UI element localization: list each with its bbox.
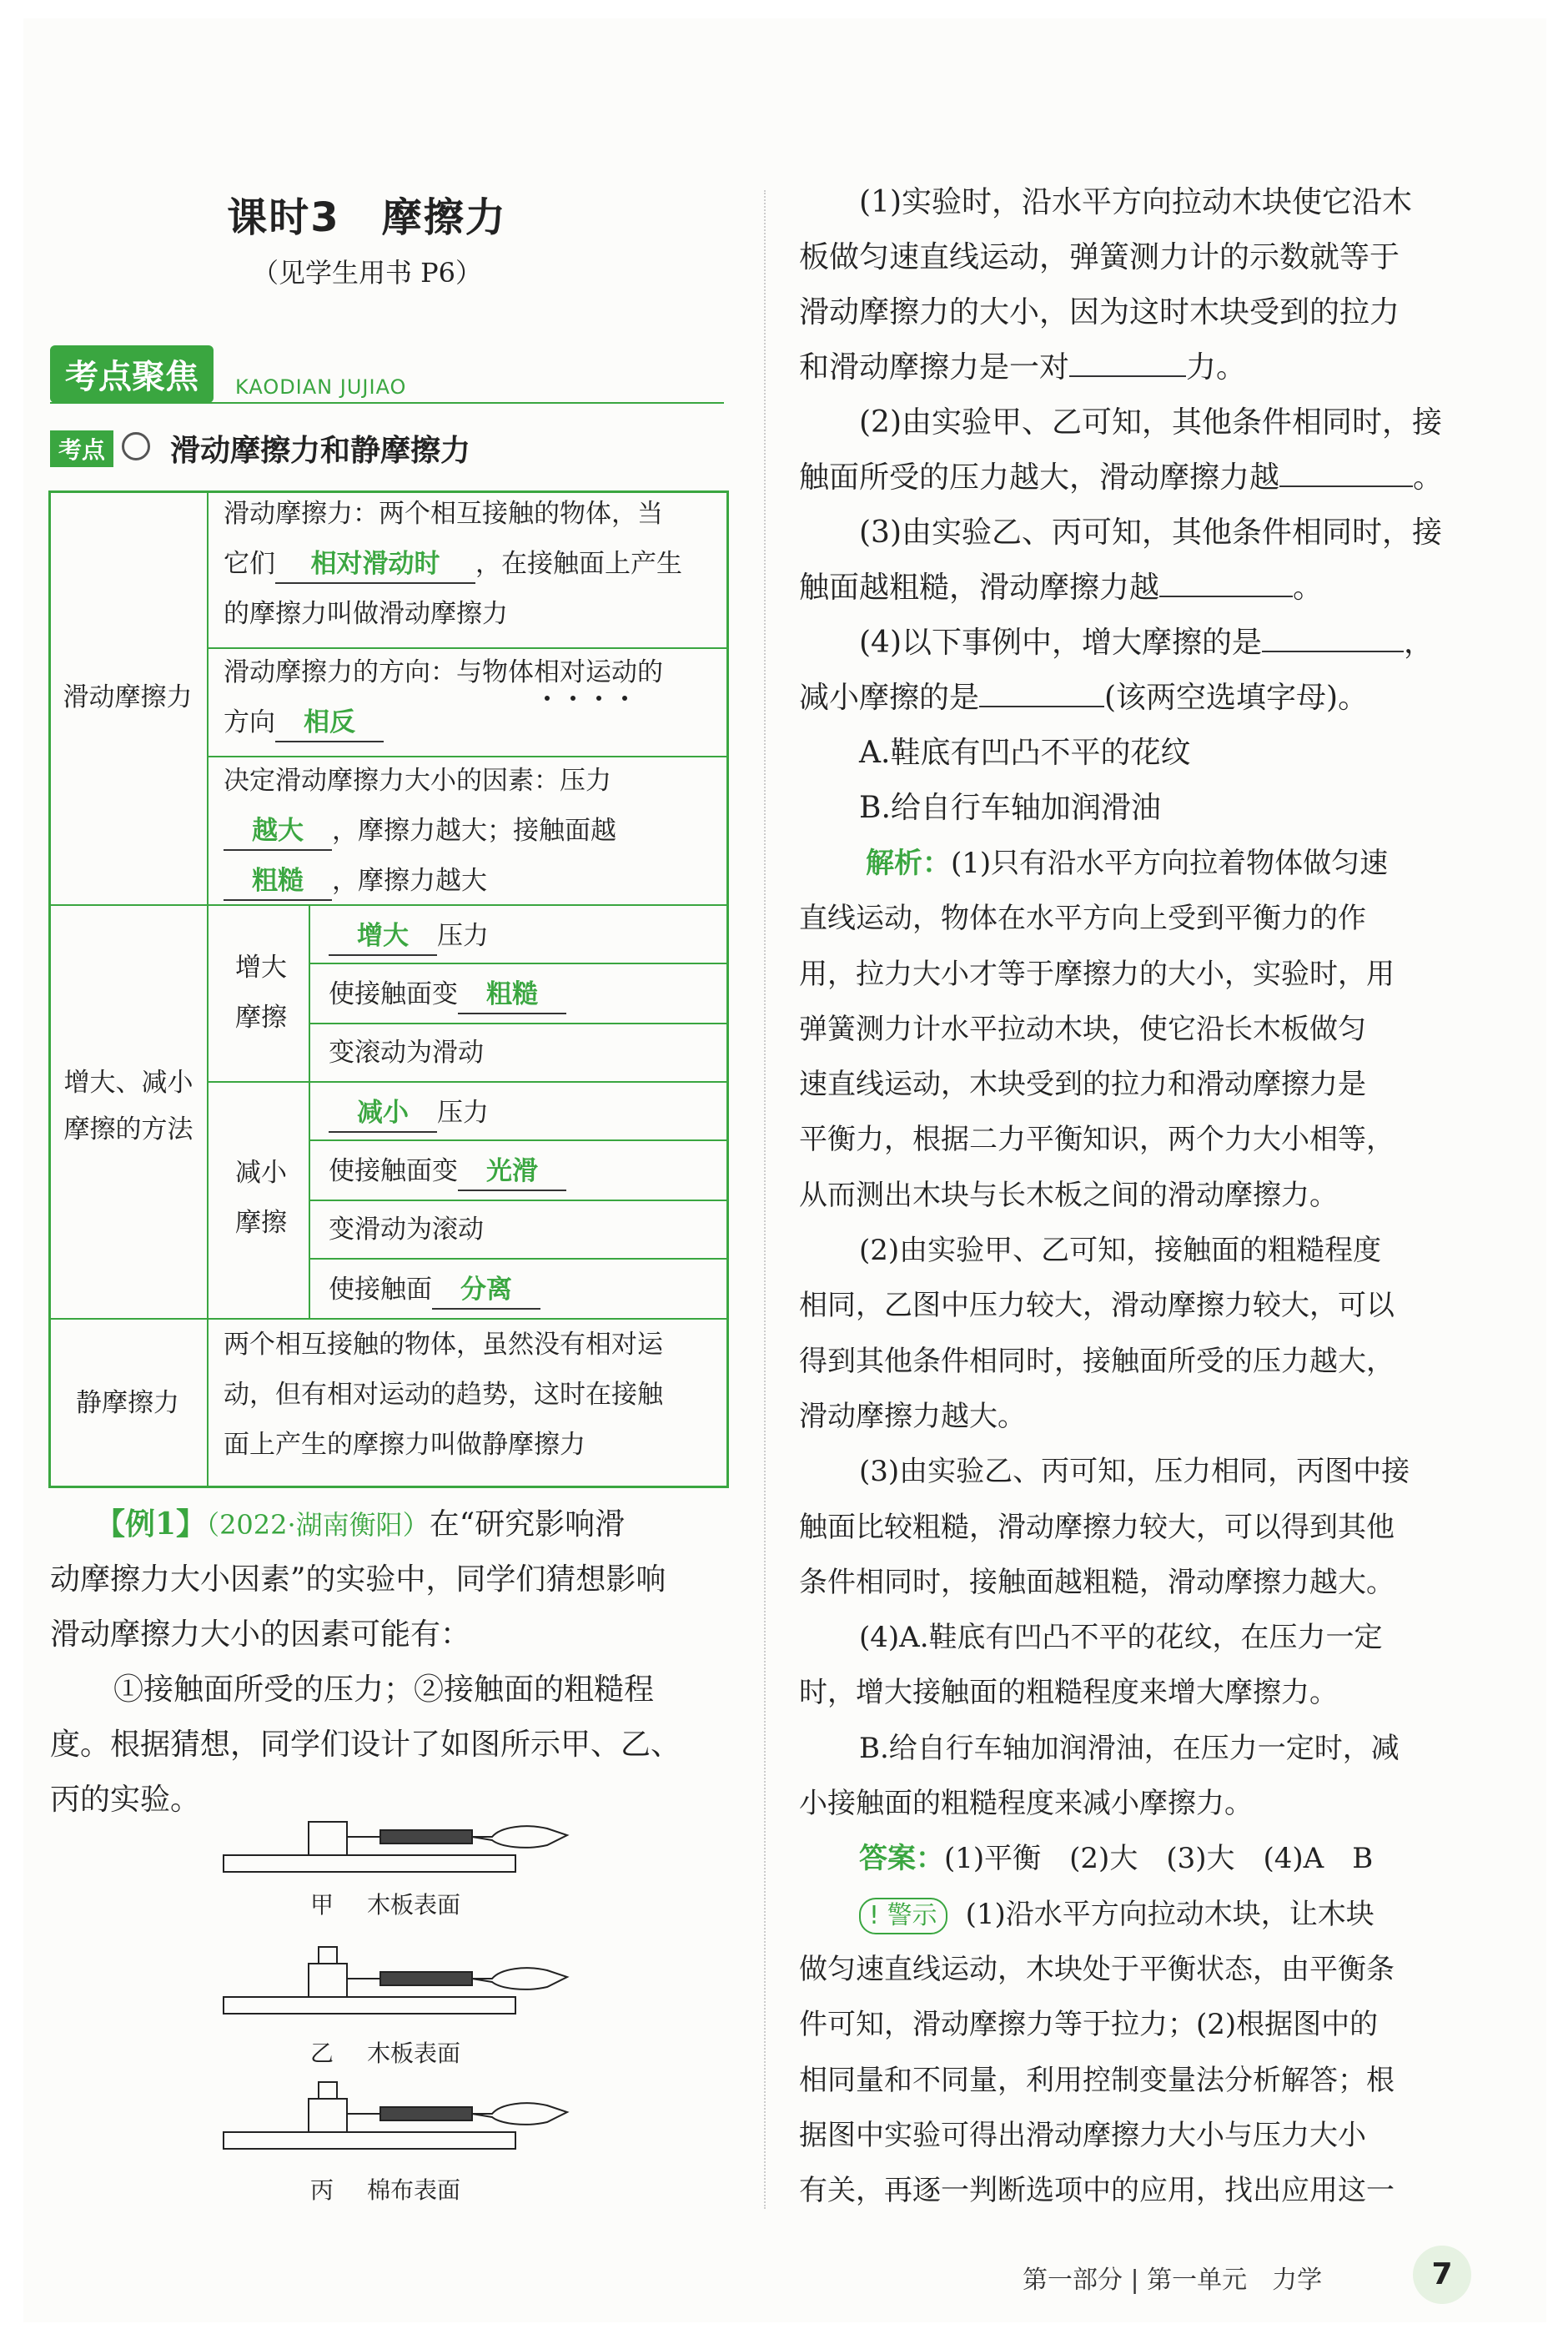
text-line: 度。根据猜想，同学们设计了如图所示甲、乙、: [50, 1728, 681, 1762]
decrease-row-2: [329, 1146, 566, 1196]
answer-blank: 增大: [329, 918, 437, 956]
text-span: ，在接触面上产生: [475, 549, 682, 579]
analysis-label: 解析：: [866, 847, 951, 880]
answer-blank[interactable]: [1159, 596, 1293, 597]
text-span: 压力: [437, 921, 489, 951]
option-a: A.鞋底有凹凸不平的花纹: [859, 736, 1191, 770]
answer-blank[interactable]: [1279, 485, 1413, 487]
page-footer: 第一部分 | 第一单元 力学: [1023, 2266, 1323, 2295]
exclamation-icon: !: [869, 1900, 887, 1930]
text-line: 相同，乙图中压力较大，滑动摩擦力较大，可以: [799, 1289, 1395, 1323]
text-line: 有关，再逐一判断选项中的应用，找出应用这一: [799, 2174, 1395, 2208]
text-line: 滑动摩擦力：两个相互接触的物体，当: [224, 499, 663, 529]
answer-blank: 粗糙: [458, 976, 566, 1014]
figure-yi: [224, 1947, 567, 2014]
cotton-board: [224, 2132, 515, 2149]
answer-blank: 光滑: [458, 1153, 566, 1191]
table-rule: [309, 963, 729, 964]
board: [224, 1855, 515, 1872]
analysis: [799, 836, 1483, 2218]
hand-icon: [472, 1968, 567, 1989]
figure-jia: [224, 1822, 567, 1872]
text-span: 在“研究影响滑: [429, 1507, 626, 1542]
table-rule: [207, 1081, 729, 1083]
text-line: 据图中实验可得出滑动摩擦力大小与压力大小: [799, 2118, 1366, 2152]
text-span: 的: [637, 657, 663, 687]
figure-tag: 丙: [310, 2176, 334, 2204]
wood-block: [309, 2099, 347, 2132]
banner-subtitle: KAODIAN JUJIAO: [235, 375, 407, 399]
decrease-row-1: [329, 1088, 489, 1138]
text-line: [799, 616, 1483, 671]
weight: [319, 2082, 337, 2099]
text-line: 两个相互接触的物体，虽然没有相对运: [224, 1330, 663, 1360]
text-line: 时，增大接触面的粗糙程度来增大摩擦力。: [799, 1676, 1338, 1710]
text-span: 力。: [1186, 350, 1247, 385]
emphasis-char: 相: [534, 647, 560, 697]
text-line: 动摩擦力大小因素”的实验中，同学们猜想影响: [50, 1562, 666, 1597]
circle-icon: [122, 432, 150, 460]
kaodian-title: 滑动摩擦力和静摩擦力: [170, 434, 471, 468]
text-line: (3)由实验乙、丙可知，压力相同，丙图中接: [859, 1455, 1410, 1489]
text-span: 触面越粗糙，滑动摩擦力越: [799, 571, 1160, 605]
answer-blank[interactable]: [979, 706, 1104, 707]
text-line: 决定滑动摩擦力大小的因素：压力: [224, 766, 611, 796]
answer-blank: 相对滑动时: [275, 546, 475, 584]
warning-label: 警示: [887, 1900, 937, 1930]
text-line: 相同量和不同量，利用控制变量法分析解答；根: [799, 2063, 1395, 2097]
text-line: (1)实验时，沿水平方向拉动木块使它沿木: [859, 185, 1412, 219]
text-span: 使接触面变: [329, 979, 458, 1009]
wood-block: [309, 1822, 347, 1855]
board: [224, 1997, 515, 2014]
text-line: [799, 450, 1483, 506]
text-line: 条件相同时，接触面越粗糙，滑动摩擦力越大。: [799, 1565, 1395, 1599]
answer-text: (1)平衡 (2)大 (3)大 (4)A B: [944, 1842, 1374, 1876]
static-definition: [224, 1320, 663, 1470]
decrease-header: 减小摩擦: [235, 1158, 287, 1238]
example-source: （2022·湖南衡阳）: [206, 1509, 430, 1541]
section-banner: [50, 345, 407, 403]
table-rule: [207, 490, 209, 1488]
text-span: ，: [1404, 626, 1435, 660]
answer-blank[interactable]: [1069, 375, 1186, 377]
figure-tag: 乙: [310, 2040, 334, 2067]
text-span: (1)沿水平方向拉动木块，让木块: [965, 1897, 1375, 1931]
table-rule: [309, 1139, 729, 1141]
text-line: 的摩擦力叫做滑动摩擦力: [224, 599, 508, 629]
text-line: [224, 806, 616, 856]
figure-label: [310, 1887, 460, 1920]
banner-divider: [50, 402, 724, 404]
methods-header: 增大、减小摩擦的方法: [63, 1068, 193, 1144]
text-line: (2)由实验甲、乙可知，其他条件相同时，接: [859, 405, 1442, 440]
text-span: 。: [1413, 460, 1444, 495]
answer-blank: 粗糙: [224, 863, 332, 901]
text-line: 面上产生的摩擦力叫做静摩擦力: [224, 1430, 585, 1460]
text-span: ，摩擦力越大: [332, 866, 487, 896]
text-line: 直线运动，物体在水平方向上受到平衡力的作: [799, 902, 1366, 936]
table-rule: [309, 1023, 729, 1024]
decrease-row-3: 变滑动为滚动: [329, 1215, 484, 1245]
lesson-title: 课时3 摩擦力: [227, 194, 507, 241]
text-line: [224, 539, 682, 589]
text-line: [224, 856, 616, 906]
spring-scale: [380, 1972, 472, 1985]
text-span: 和滑动摩擦力是一对: [799, 350, 1070, 385]
text-line: (4)A.鞋底有凹凸不平的花纹，在压力一定: [859, 1621, 1383, 1655]
figure-surface: 棉布表面: [367, 2176, 461, 2204]
text-span: 滑动摩擦力的方向：与物体: [224, 657, 534, 687]
option-b: B.给自行车轴加润滑油: [859, 791, 1161, 825]
text-line: 板做匀速直线运动，弹簧测力计的示数就等于: [799, 240, 1400, 274]
text-line: 丙的实验。: [50, 1783, 201, 1817]
text-line: 平衡力，根据二力平衡知识，两个力大小相等，: [799, 1123, 1395, 1157]
increase-row-2: [329, 969, 566, 1019]
text-line: 从而测出木块与长木板之间的滑动摩擦力。: [799, 1178, 1338, 1212]
wood-block: [309, 1964, 347, 1997]
text-line: [799, 1887, 1483, 1942]
text-span: 。: [1293, 571, 1324, 605]
decrease-row-4: [329, 1265, 540, 1315]
text-line: [224, 647, 663, 697]
text-line: 做匀速直线运动，木块处于平衡状态，由平衡条: [799, 1952, 1395, 1986]
text-line: 弹簧测力计水平拉动木块，使它沿长木板做匀: [799, 1012, 1366, 1046]
text-line: [799, 340, 1483, 395]
text-span: 触面所受的压力越大，滑动摩擦力越: [799, 460, 1280, 495]
text-line: 滑动摩擦力大小的因素可能有：: [50, 1617, 471, 1652]
text-line: 滑动摩擦力越大。: [799, 1399, 1026, 1433]
text-line: 速直线运动，木块受到的拉力和滑动摩擦力是: [799, 1068, 1366, 1102]
text-line: 件可知，滑动摩擦力等于拉力；(2)根据图中的: [799, 2008, 1379, 2042]
hand-icon: [472, 1826, 567, 1848]
increase-row-3: 变滚动为滑动: [329, 1038, 484, 1068]
emphasis-char: 动: [611, 647, 637, 697]
banner-label: 考点聚焦: [50, 345, 214, 403]
text-line: 用，拉力大小才等于摩擦力的大小，实验时，用: [799, 957, 1395, 991]
answer-line: [799, 1831, 1483, 1886]
text-span: (该两空选填字母)。: [1104, 681, 1369, 715]
table-rule: [309, 904, 310, 1318]
sliding-definition: [224, 489, 682, 639]
spring-scale: [380, 2107, 472, 2120]
sliding-direction: [224, 647, 663, 747]
figure-surface: 木板表面: [367, 2040, 461, 2067]
text-line: [799, 561, 1483, 616]
text-line: [799, 671, 1483, 726]
answer-label: 答案：: [859, 1842, 944, 1876]
figure-surface: 木板表面: [367, 1891, 461, 1919]
text-span: 使接触面变: [329, 1156, 458, 1186]
text-line: 动，但有相对运动的趋势，这时在接触: [224, 1380, 663, 1410]
figure-bing: [224, 2082, 567, 2149]
static-header: 静摩擦力: [76, 1388, 179, 1418]
text-line: 滑动摩擦力的大小，因为这时木块受到的拉力: [799, 295, 1400, 329]
increase-header: 增大摩擦: [235, 953, 287, 1033]
figure-label: [310, 2035, 460, 2069]
text-line: [50, 1496, 734, 1552]
text-line: [799, 836, 1483, 891]
page-number: 7: [1413, 2246, 1471, 2304]
warning-badge: [859, 1898, 947, 1934]
questions: [799, 175, 1483, 836]
answer-blank: 相反: [275, 704, 384, 742]
hand-icon: [472, 2103, 567, 2125]
sliding-factors: [224, 756, 616, 906]
figure-label: [310, 2172, 460, 2206]
spring-scale: [380, 1830, 472, 1844]
text-line: (2)由实验甲、乙可知，接触面的粗糙程度: [859, 1234, 1382, 1268]
answer-blank: 减小: [329, 1094, 437, 1133]
text-line: 小接触面的粗糙程度来减小摩擦力。: [799, 1787, 1253, 1821]
text-span: (4)以下事例中，增大摩擦的是: [859, 626, 1262, 660]
table-rule: [309, 1258, 729, 1260]
kaodian-tag: 考点: [50, 430, 113, 467]
text-span: 它们: [224, 549, 275, 579]
text-span: 压力: [437, 1098, 489, 1128]
text-line: 触面比较粗糙，滑动摩擦力较大，可以得到其他: [799, 1510, 1395, 1544]
example-label: 【例1】: [95, 1506, 207, 1542]
text-span: ，摩擦力越大；接触面越: [332, 816, 616, 846]
weight: [319, 1947, 337, 1964]
answer-blank: 越大: [224, 812, 332, 851]
increase-row-1: [329, 911, 489, 961]
column-divider: [764, 190, 766, 2209]
text-line: ①接触面所受的压力；②接触面的粗糙程: [113, 1672, 655, 1707]
sliding-header: 滑动摩擦力: [63, 682, 193, 712]
text-span: 方向: [224, 707, 275, 737]
text-line: B.给自行车轴加润滑油，在压力一定时，减: [859, 1731, 1400, 1765]
lesson-subtitle: （见学生用书 P6）: [251, 257, 483, 289]
text-line: [224, 697, 663, 747]
experiment-figure: [217, 1812, 584, 2221]
text-span: (1)只有沿水平方向拉着物体做匀速: [951, 847, 1389, 880]
answer-blank[interactable]: [1262, 651, 1404, 652]
emphasis-char: 运: [585, 647, 611, 697]
emphasis-char: 对: [560, 647, 585, 697]
answer-blank: 分离: [432, 1271, 540, 1310]
example-text: [50, 1496, 734, 1828]
table-rule: [309, 1200, 729, 1201]
figure-tag: 甲: [310, 1891, 334, 1919]
text-span: 减小摩擦的是: [799, 681, 980, 715]
text-line: (3)由实验乙、丙可知，其他条件相同时，接: [859, 516, 1442, 550]
text-span: 使接触面: [329, 1275, 432, 1305]
text-line: 得到其他条件相同时，接触面所受的压力越大，: [799, 1344, 1395, 1378]
